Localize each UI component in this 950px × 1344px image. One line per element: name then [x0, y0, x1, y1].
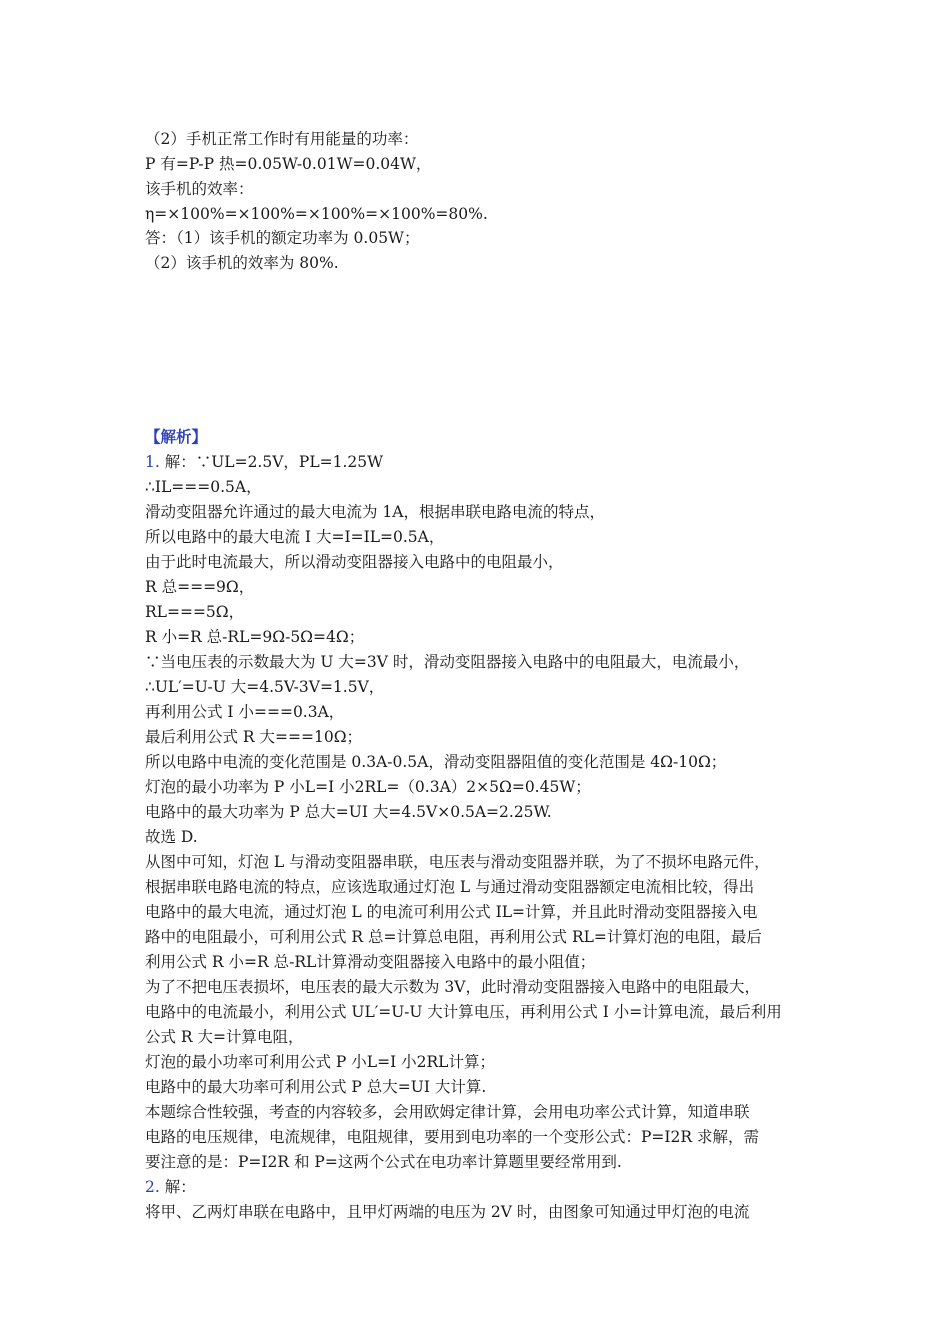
text-line: （2）手机正常工作时有用能量的功率： — [145, 130, 419, 148]
text-line: RL===5Ω， — [145, 603, 245, 621]
text-line: 最后利用公式 R 大===10Ω； — [145, 728, 363, 746]
question-1-first-line — [145, 450, 815, 474]
text-line: 电路的电压规律，电流规律，电阻规律，要用到电功率的一个变形公式：P=I2R 求解，需 — [145, 1128, 760, 1146]
text-line: 电路中的电流最小，利用公式 UL′=U-U 大计算电压，再利用公式 I 小=计算电流，最后利用 — [145, 1003, 782, 1021]
text-line: 公式 R 大=计算电阻， — [145, 1028, 304, 1046]
text-line: 由于此时电流最大，所以滑动变阻器接入电路中的电阻最小， — [145, 553, 564, 571]
text-line: 灯泡的最小功率为 P 小L=I 小2RL=（0.3A）2×5Ω=0.45W； — [145, 778, 591, 796]
text-line: R 小=R 总-RL=9Ω-5Ω=4Ω； — [145, 628, 365, 646]
text-line: 所以电路中的最大电流 I 大=I=IL=0.5A， — [145, 528, 445, 546]
text-line: 所以电路中电流的变化范围是 0.3A-0.5A，滑动变阻器阻值的变化范围是 4Ω-10Ω； — [145, 753, 727, 771]
text-line: 根据串联电路电流的特点，应该选取通过灯泡 L 与通过滑动变阻器额定电流相比较，得出 — [145, 878, 755, 896]
text-line: 从图中可知，灯泡 L 与滑动变阻器串联，电压表与滑动变阻器并联，为了不损坏电路元件， — [145, 853, 770, 871]
text-line: ∴IL===0.5A， — [145, 478, 262, 496]
text-line: 将甲、乙两灯串联在电路中，且甲灯两端的电压为 2V 时，由图象可知通过甲灯泡的电流 — [145, 1203, 750, 1221]
text-line: 路中的电阻最小，可利用公式 R 总=计算总电阻，再利用公式 RL=计算灯泡的电阻，最后 — [145, 928, 762, 946]
text-line: R 总===9Ω， — [145, 578, 255, 596]
text-line: ∵当电压表的示数最大为 U 大=3V 时，滑动变阻器接入电路中的电阻最大，电流最小， — [145, 653, 750, 671]
question-number: 1. — [145, 453, 160, 471]
text-line: 电路中的最大功率为 P 总大=UI 大=4.5V×0.5A=2.25W. — [145, 803, 552, 821]
text-line: 该手机的效率： — [145, 180, 254, 198]
text-line: ∴UL′=U-U 大=4.5V-3V=1.5V， — [145, 678, 385, 696]
question-number: 2. — [145, 1178, 160, 1196]
question-2-first-line — [145, 1175, 815, 1199]
text-line: 为了不把电压表损坏，电压表的最大示数为 3V，此时滑动变阻器接入电路中的电阻最大， — [145, 978, 760, 996]
text-line: 利用公式 R 小=R 总-RL计算滑动变阻器接入电路中的最小阻值； — [145, 953, 596, 971]
text-line: 本题综合性较强，考查的内容较多，会用欧姆定律计算，会用电功率公式计算，知道串联 — [145, 1103, 750, 1121]
text-line: （2）该手机的效率为 80%. — [145, 254, 339, 272]
text-line: 答：（1）该手机的额定功率为 0.05W； — [145, 229, 420, 247]
text-line: 要注意的是：P=I2R 和 P=这两个公式在电功率计算题里要经常用到. — [145, 1153, 622, 1171]
text-line: 电路中的最大电流，通过灯泡 L 的电流可利用公式 IL=计算，并且此时滑动变阻器接入电 — [145, 903, 758, 921]
text-line: η=×100%=×100%=×100%=×100%=80%. — [145, 205, 488, 223]
text-line: 解： — [159, 1178, 196, 1196]
analysis-heading: 【解析】 — [145, 427, 208, 446]
text-line: 再利用公式 I 小===0.3A， — [145, 703, 345, 721]
text-line: 电路中的最大功率可利用公式 P 总大=UI 大计算. — [145, 1078, 487, 1096]
text-line: P 有=P-P 热=0.05W-0.01W=0.04W， — [145, 155, 432, 173]
text-line: 故选 D. — [145, 828, 198, 846]
text-line: 灯泡的最小功率可利用公式 P 小L=I 小2RL计算； — [145, 1053, 495, 1071]
text-line: 滑动变阻器允许通过的最大电流为 1A，根据串联电路电流的特点， — [145, 503, 605, 521]
text-line: 解：∵UL=2.5V，PL=1.25W — [159, 453, 384, 471]
